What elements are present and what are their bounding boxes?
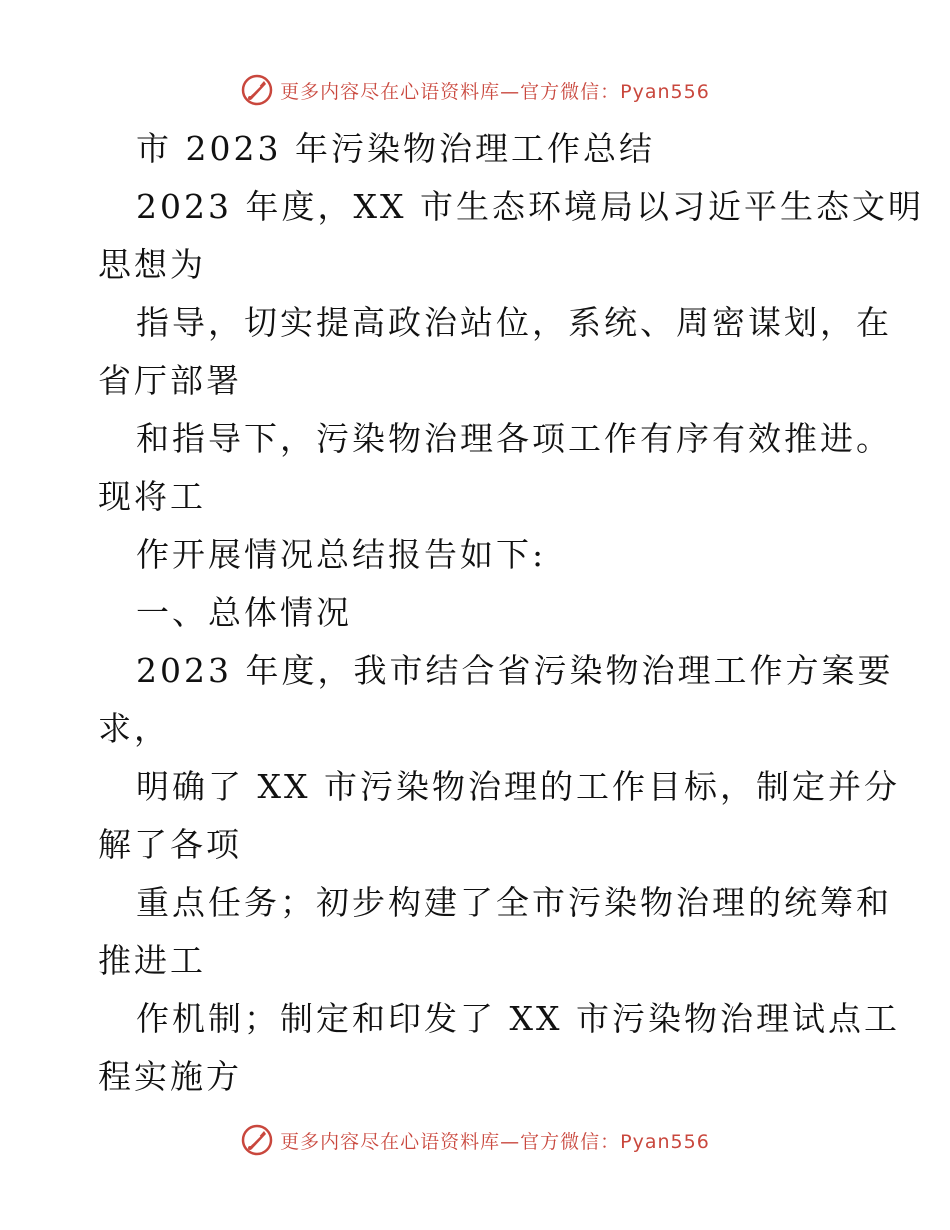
paragraph-line: 思想为: [98, 245, 206, 284]
paragraph-line: 推进工: [98, 941, 206, 980]
quill-logo-icon: [240, 73, 274, 107]
paragraph-line: 省厅部署: [98, 361, 242, 400]
paragraph-line: 解了各项: [98, 825, 242, 864]
paragraph-line: 作开展情况总结报告如下:: [136, 535, 547, 574]
paragraph-line: 现将工: [98, 477, 206, 516]
watermark-text-bottom: 更多内容尽在心语资料库—官方微信：Pyan556: [280, 1130, 710, 1153]
paragraph-line: 和指导下，污染物治理各项工作有序有效推进。: [136, 419, 892, 458]
watermark-text-top: 更多内容尽在心语资料库—官方微信：Pyan556: [280, 80, 710, 103]
paragraph-line: 作机制；制定和印发了 XX 市污染物治理试点工: [136, 999, 900, 1038]
paragraph-line: 指导，切实提高政治站位，系统、周密谋划，在: [136, 303, 892, 342]
paragraph-line: 求，: [98, 709, 170, 748]
paragraph-line: 2023 年度，XX 市生态环境局以习近平生态文明: [136, 187, 924, 226]
quill-logo-icon: [240, 1123, 274, 1157]
document-title: 市 2023 年污染物治理工作总结: [136, 129, 655, 168]
watermark-banner-bottom: [0, 1120, 950, 1160]
section-heading: 一、总体情况: [136, 593, 352, 632]
paragraph-line: 明确了 XX 市污染物治理的工作目标，制定并分: [136, 767, 900, 806]
watermark-banner-top: [0, 70, 950, 110]
paragraph-line: 程实施方: [98, 1057, 242, 1096]
paragraph-line: 重点任务；初步构建了全市污染物治理的统筹和: [136, 883, 892, 922]
paragraph-line: 2023 年度，我市结合省污染物治理工作方案要: [136, 651, 894, 690]
